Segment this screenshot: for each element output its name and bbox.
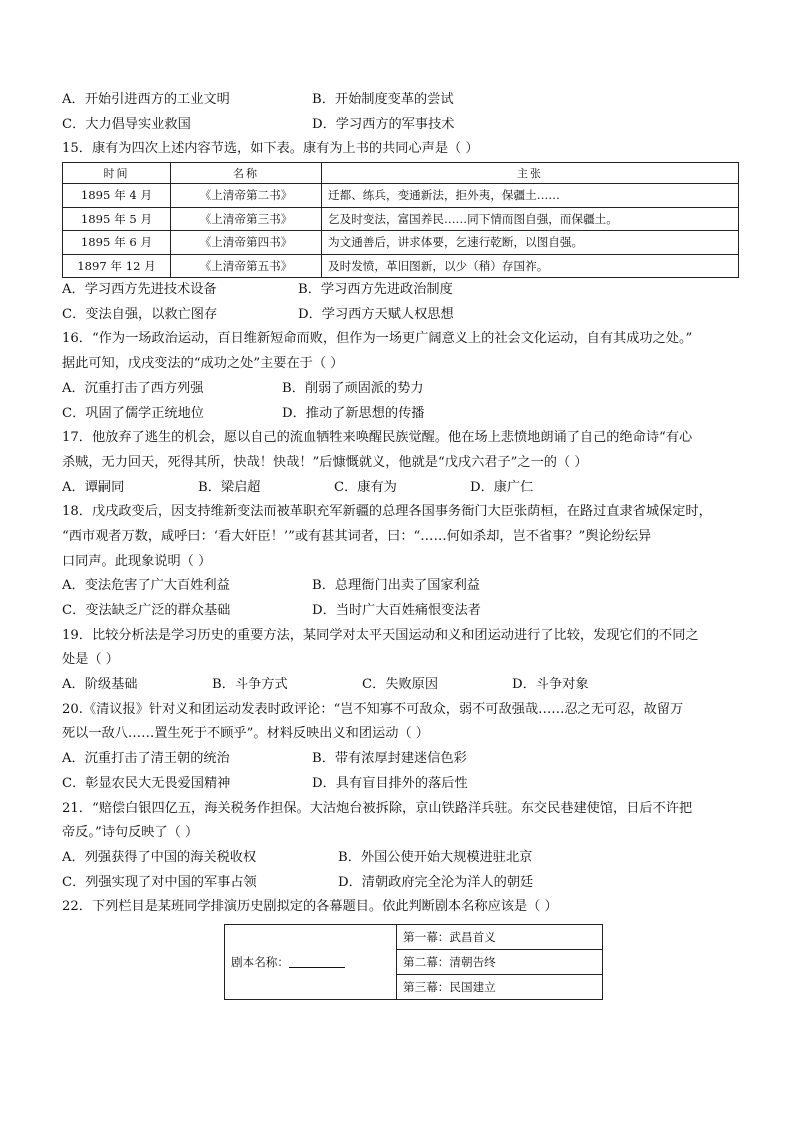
q17-option-b[interactable]: B．梁启超: [198, 479, 261, 495]
q18-option-d[interactable]: D．当时广大百姓痛恨变法者: [312, 603, 481, 618]
q18-stem-line1: 18．戊戌政变后，因支持维新变法而被革职充军新疆的总理各国事务衙门大臣张荫桓，在路过直隶省城保定时，: [62, 504, 712, 520]
q14-option-a[interactable]: A．开始引进西方的工业文明: [62, 92, 230, 107]
q14-options-row2: [62, 113, 742, 138]
act-two: 第二幕：清朝告终: [397, 949, 603, 974]
script-name-label: 剧本名称：: [231, 954, 289, 969]
q18-stem-line2: “西市观者万数，咸呼曰：‘看大奸臣！’”或有甚其词者，曰：“……何如杀却，岂不省事？”舆论纷纭异: [62, 528, 652, 544]
q21-stem-line2: 帝反。”诗句反映了（ ）: [62, 825, 199, 841]
exam-page: [62, 88, 742, 1000]
q19-option-a[interactable]: A．阶级基础: [62, 677, 138, 693]
q15-option-d[interactable]: D．学习西方天赋人权思想: [298, 306, 454, 322]
row-time: 1895 年 5 月: [63, 207, 171, 231]
q21-stem-line1: 21．“赔偿白银四亿五，海关税务作担保。大沽炮台被拆除，京山铁路洋兵驻。东交民巷建使馆，日后不许把: [62, 800, 693, 816]
row-title: 《上清帝第五书》: [171, 254, 322, 278]
row-time: 1897 年 12 月: [63, 254, 171, 278]
q18-option-b[interactable]: B．总理衙门出卖了国家利益: [312, 578, 480, 594]
q15-options-row2: [62, 303, 742, 328]
table-row: [63, 184, 739, 208]
q22-stem: 22．下列栏目是某班同学排演历史剧拟定的各幕题目。依此判断剧本名称应该是（ ）: [62, 899, 558, 915]
q17-stem-line1: 17．他放弃了逃生的机会，愿以自己的流血牺牲来唤醒民族觉醒。他在场上悲愤地朗诵了自己的绝命诗“有心: [62, 430, 693, 446]
q21-options-row2: [62, 871, 742, 896]
q17-stem-line2: 杀贼，无力回天，死得其所，快哉！快哉！”后慷慨就义，他就是“戊戌六君子”之一的（ ）: [62, 454, 588, 470]
q20-stem-line1: 20.《清议报》针对义和团运动发表时政评论：“岂不知寡不可敌众，弱不可敌强哉……忍之无可忍，故留万: [62, 701, 684, 717]
q15-stem: 15．康有为四次上述内容节选，如下表。康有为上书的共同心声是（ ）: [62, 141, 479, 157]
q15-table: [62, 162, 739, 278]
q14-option-b[interactable]: B．开始制度变革的尝试: [312, 92, 454, 107]
row-claim: 及时发愤，革旧图新，以少（稍）存国祚。: [322, 254, 739, 278]
q19-option-c[interactable]: C．失败原因: [362, 677, 439, 693]
q21-option-c[interactable]: C．列强实现了对中国的军事占领: [62, 874, 257, 890]
q16-option-d[interactable]: D．推动了新思想的传播: [282, 405, 425, 421]
q20-options-row1: [62, 747, 742, 772]
q16-options-row1: [62, 377, 742, 402]
q18-option-c[interactable]: C．变法缺乏广泛的群众基础: [62, 603, 231, 618]
q19-option-d[interactable]: D．斗争对象: [512, 677, 589, 693]
q16-option-a[interactable]: A．沉重打击了西方列强: [62, 380, 204, 396]
table-row: [63, 207, 739, 231]
q18-stem-line3: 口同声。此现象说明（ ）: [62, 553, 212, 569]
row-title: 《上清帝第二书》: [171, 184, 322, 208]
row-claim: 迁都、练兵，变通新法，拒外夷，保疆土……: [322, 184, 739, 208]
table-row: [63, 254, 739, 278]
q21-option-a[interactable]: A．列强获得了中国的海关税收权: [62, 849, 257, 865]
act-three: 第三幕：民国建立: [397, 974, 603, 999]
row-claim: 为文通善后，讲求体要，乞速行乾断，以图自强。: [322, 231, 739, 255]
q14-option-d[interactable]: D．学习西方的军事技术: [312, 116, 455, 132]
q20-option-c[interactable]: C．彰显农民大无畏爱国精神: [62, 775, 231, 791]
q15-header-time: 时间: [63, 163, 171, 184]
row-title: 《上清帝第三书》: [171, 207, 322, 231]
q18-options-row1: [62, 574, 742, 599]
q22-script-table: [224, 924, 603, 1000]
row-title: 《上清帝第四书》: [171, 231, 322, 255]
table-row: [63, 231, 739, 255]
q16-stem-line1: 16．“作为一场政治运动，百日维新短命而败，但作为一场更广阔意义上的社会文化运动，自有其成功之处。”: [62, 331, 693, 347]
script-name-blank[interactable]: [289, 955, 345, 968]
q14-options-row1: [62, 88, 742, 113]
script-name-cell: [225, 924, 397, 999]
q21-option-b[interactable]: B．外国公使开始大规模进驻北京: [338, 849, 533, 865]
q17-option-c[interactable]: C．康有为: [334, 479, 397, 495]
act-one: 第一幕：武昌首义: [397, 924, 603, 949]
q15-header-name: 名称: [171, 163, 322, 184]
q17-option-a[interactable]: A．谭嗣同: [62, 479, 125, 495]
q19-options: [62, 673, 742, 698]
q18-options-row2: [62, 599, 742, 624]
q20-option-a[interactable]: A．沉重打击了清王朝的统治: [62, 751, 230, 767]
q16-option-c[interactable]: C．巩固了儒学正统地位: [62, 405, 204, 421]
q18-option-a[interactable]: A．变法危害了广大百姓利益: [62, 578, 230, 594]
q21-option-d[interactable]: D．清朝政府完全沦为洋人的朝廷: [338, 874, 534, 890]
q19-stem-line1: 19．比较分析法是学习历史的重要方法，某同学对太平天国运动和义和团运动进行了比较，发现它们的不同之: [62, 627, 699, 643]
q19-option-b[interactable]: B．斗争方式: [212, 677, 288, 693]
q16-options-row2: [62, 402, 742, 427]
table-row: [225, 924, 603, 949]
q20-option-d[interactable]: D．具有盲目排外的落后性: [312, 775, 468, 791]
q17-option-d[interactable]: D．康广仁: [470, 479, 534, 495]
q17-options: [62, 476, 742, 501]
q20-option-b[interactable]: B．带有浓厚封建迷信色彩: [312, 751, 467, 767]
row-claim: 乞及时变法，富国养民……同下情而图自强，而保疆土。: [322, 207, 739, 231]
q14-option-c[interactable]: C．大力倡导实业救国: [62, 116, 191, 132]
q15-header-claim: 主张: [322, 163, 739, 184]
q15-table-header: [63, 163, 739, 184]
q16-option-b[interactable]: B．削弱了顽固派的势力: [282, 380, 424, 396]
row-time: 1895 年 6 月: [63, 231, 171, 255]
q16-stem-line2: 据此可知，戊戌变法的“成功之处”主要在于（ ）: [62, 356, 344, 372]
q21-options-row1: [62, 846, 742, 871]
q15-option-c[interactable]: C．变法自强，以救亡图存: [62, 306, 218, 322]
q19-stem-line2: 处是（ ）: [62, 652, 119, 668]
row-time: 1895 年 4 月: [63, 184, 171, 208]
q15-option-a[interactable]: A．学习西方先进技术设备: [62, 282, 217, 298]
q15-option-b[interactable]: B．学习西方先进政治制度: [298, 282, 453, 298]
q20-options-row2: [62, 772, 742, 797]
q15-options-row1: [62, 278, 742, 303]
q20-stem-line2: 死以一敌八……置生死于不顾乎”。材料反映出义和团运动（ ）: [62, 726, 429, 742]
